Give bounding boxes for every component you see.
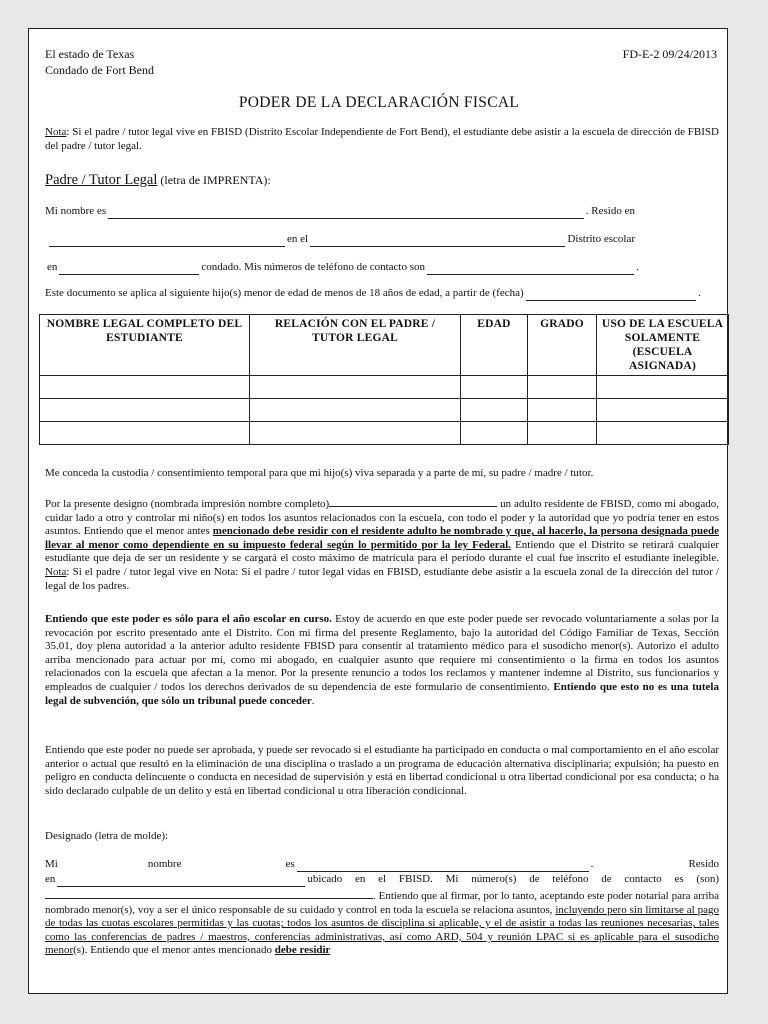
period: .: [636, 261, 639, 273]
county-line: Condado de Fort Bend: [45, 63, 154, 77]
student-name-cell[interactable]: [40, 399, 250, 422]
designee-address-row: [45, 873, 719, 887]
designee-heading: Designado (letra de molde):: [45, 830, 169, 842]
designate-text-3: Entiendo que el Distrito se retirará cualquier estudiante que deja de ser un residente y se cargará el costo máximo de matrícula para el período durante el cual fue inscrito el estudiante inelegible.: [45, 538, 720, 565]
state-line: El estado de Texas: [45, 47, 135, 61]
designee-text-1: . Entiendo que al firmar, por lo tanto, aceptando este poder notarial para arriba nombrado menor(s), voy a ser el único responsable de su cuidado y control en toda la escuela se relaciona asuntos,: [45, 890, 719, 916]
designee-underlined-text: incluyendo pero sin limitarse al pago de todas las cuotas escolares permitidas y las cuotas; todos los asuntos de disciplina si aplicable, y el de asistir a todas las reuniones necesarias, tales como las conferencias de padres / maestros, conferencias administrativas, así como ARD, 504 y reunión LPAC si es aplicable para el susodicho menor: [45, 903, 720, 957]
designee-ubicado: ubicado en el FBISD. Mi número(s) de teléfono de contacto es (son): [307, 873, 719, 885]
designee-name-field[interactable]: [329, 495, 497, 507]
col-student-name: NOMBRE LEGAL COMPLETO DEL ESTUDIANTE: [40, 315, 250, 376]
student-name-cell[interactable]: [40, 422, 250, 445]
designee-name-row: [45, 858, 719, 872]
designee-resido-wrap: [591, 858, 719, 872]
designate-text-2: un adulto residente de FBISD, como mi abogado, cuidar lado a otro y controlar mi niño(s) en todos los asuntos relacionados con la escuela, con todo el poder y la autoridad que yo podría tener en estos asuntos. Entiendo que el menor antes: [45, 498, 719, 538]
designate-paragraph: [45, 495, 719, 593]
my-name-label: Mi nombre es: [45, 205, 107, 217]
age-cell[interactable]: [461, 399, 528, 422]
students-table: [39, 314, 729, 445]
note-label: Nota: [45, 126, 67, 138]
relation-cell[interactable]: [250, 399, 461, 422]
grade-cell[interactable]: [528, 422, 597, 445]
date-field[interactable]: [526, 289, 697, 301]
understand-bold-2: Entiendo que esto no es una tutela legal de subvención, que sólo un tribunal puede conceder: [45, 680, 719, 707]
in-label: en: [47, 261, 58, 273]
col-school-use: USO DE LA ESCUELA SOLAMENTE (ESCUELA ASIGNADA): [597, 315, 729, 376]
student-name-cell[interactable]: [40, 376, 250, 399]
designee-phone-field[interactable]: [45, 887, 373, 899]
table-row: [40, 399, 729, 422]
grade-cell[interactable]: [528, 399, 597, 422]
applies-period: .: [698, 287, 701, 299]
understand-paragraph: [45, 613, 719, 708]
parent-heading-label: Padre / Tutor Legal: [45, 172, 158, 188]
school-cell: [597, 422, 729, 445]
relation-cell[interactable]: [250, 376, 461, 399]
relation-cell[interactable]: [250, 422, 461, 445]
table-header-row: [40, 315, 729, 376]
applies-label: Este documento se aplica al siguiente hijo(s) menor de edad de menos de 18 años de edad, a partir de (fecha): [45, 287, 524, 299]
in-the-label: en el: [287, 233, 309, 245]
parent-heading: [45, 172, 271, 189]
designate-text-4: : Si el padre / tutor legal vive en Nota: Si el padre / tutor legal vidas en FBISD, estudiante debe asistir a la escuela zonal de la dirección del tutor / legal de los padres.: [45, 565, 719, 592]
reside-label: . Resido en: [585, 205, 635, 217]
designate-text-1: Por la presente designo (nombrada impresión nombre completo): [45, 498, 330, 510]
designee-resido-dot: .: [590, 858, 594, 870]
applies-row: [45, 287, 701, 301]
school-cell: [597, 399, 729, 422]
age-cell[interactable]: [461, 422, 528, 445]
note-top: [45, 126, 719, 153]
designee-en: en: [45, 873, 56, 885]
designee-bold-end: debe residir: [274, 944, 331, 957]
understand-bold-1: Entiendo que este poder es sólo para el año escolar en curso.: [45, 613, 332, 625]
table-row: [40, 376, 729, 399]
school-cell: [597, 376, 729, 399]
understand-end: .: [311, 694, 315, 707]
designee-resido: Resido: [688, 858, 719, 870]
document-page: [28, 28, 728, 994]
parent-heading-suffix: (letra de IMPRENTA):: [157, 173, 271, 187]
table-row: [40, 422, 729, 445]
county-row: [47, 261, 639, 275]
designee-nombre: nombre: [147, 858, 182, 870]
address-field[interactable]: [49, 235, 285, 247]
designee-mi: Mi: [45, 858, 58, 870]
designee-text-2: (s). Entiendo que el menor antes mencionado: [73, 944, 275, 957]
designee-paragraph: [45, 887, 719, 958]
age-cell[interactable]: [461, 376, 528, 399]
grade-cell[interactable]: [528, 376, 597, 399]
parent-phone-field[interactable]: [427, 263, 634, 275]
parent-name-field[interactable]: [108, 207, 584, 219]
page-title: PODER DE LA DECLARACIÓN FISCAL: [238, 94, 520, 111]
designate-note-label: Nota: [45, 565, 67, 578]
form-code: FD-E-2 09/24/2013: [622, 47, 717, 61]
designate-bold-text: mencionado debe residir con el residente adulto he nombrado y que, al hacerlo, la persona designada puede llevar al menor como dependiente en su impuesto federal según lo permitido por la ley Federal.: [45, 525, 719, 551]
note-text: : Si el padre / tutor legal vive en FBISD (Distrito Escolar Independiente de Fort Bend), el estudiante debe asistir a la escuela de dirección de FBISD del padre / tutor legal.: [45, 126, 719, 152]
school-district-label: Distrito escolar: [567, 233, 635, 245]
designee-full-name-field[interactable]: [297, 860, 589, 872]
custody-paragraph: Me conceda la custodia / consentimiento temporal para que mi hijo(s) viva separada y a parte de mí, su padre / madre / tutor.: [45, 467, 594, 479]
col-grade: GRADO: [528, 315, 597, 376]
col-age: EDAD: [461, 315, 528, 376]
county-phone-label: condado. Mis números de teléfono de contacto son: [201, 261, 425, 273]
understand-text: Estoy de acuerdo en que este poder puede ser revocado voluntariamente a solas por la revocación por escrito presentado ante el Distrito. Con mi firma del presente Reglamento, bajo la autoridad del Código Familiar de Texas, Sección 35.01, doy plena autoridad a la anterior adulto residente FBISD para consentir al tratamiento médico para el susodicho menor(s). Autorizo el adulto arriba mencionado para actuar por mí, como mi abogado, en cualquier asunto que requiere mi consentimiento o la firma en todos los asuntos relacionados con la escuela que afectan a la menor. Por la presente renuncio a todos los reclamos y mantener indemne al Distrito, sus funcionarios y empleados de cualquier / todos los derechos derivados de su dependencia de este formulario de consentimiento.: [45, 613, 719, 693]
city-field[interactable]: [310, 235, 565, 247]
revoke-paragraph: Entiendo que este poder no puede ser aprobada, y puede ser revocado si el estudiante ha participado en conducta o mal comportamiento en el año escolar anterior o actual que resultó en la eliminación de una disciplina o traslado a un programa de educación alternativa disciplinaria; expulsión; ha puesto en peligro en conducta delincuente o conducta en necesidad de supervisión y está en libertad condicional u otra libertad condicional por esa conducta; o ha sido declarado culpable de un delito y está en libertad condicional u otra liberación condicional.: [45, 744, 719, 797]
designee-address-field[interactable]: [57, 875, 305, 887]
county-field[interactable]: [59, 263, 199, 275]
address-row: [47, 233, 635, 247]
designee-es: es: [285, 858, 295, 870]
name-row: [45, 205, 635, 219]
col-relation: RELACIÓN CON EL PADRE / TUTOR LEGAL: [250, 315, 461, 376]
